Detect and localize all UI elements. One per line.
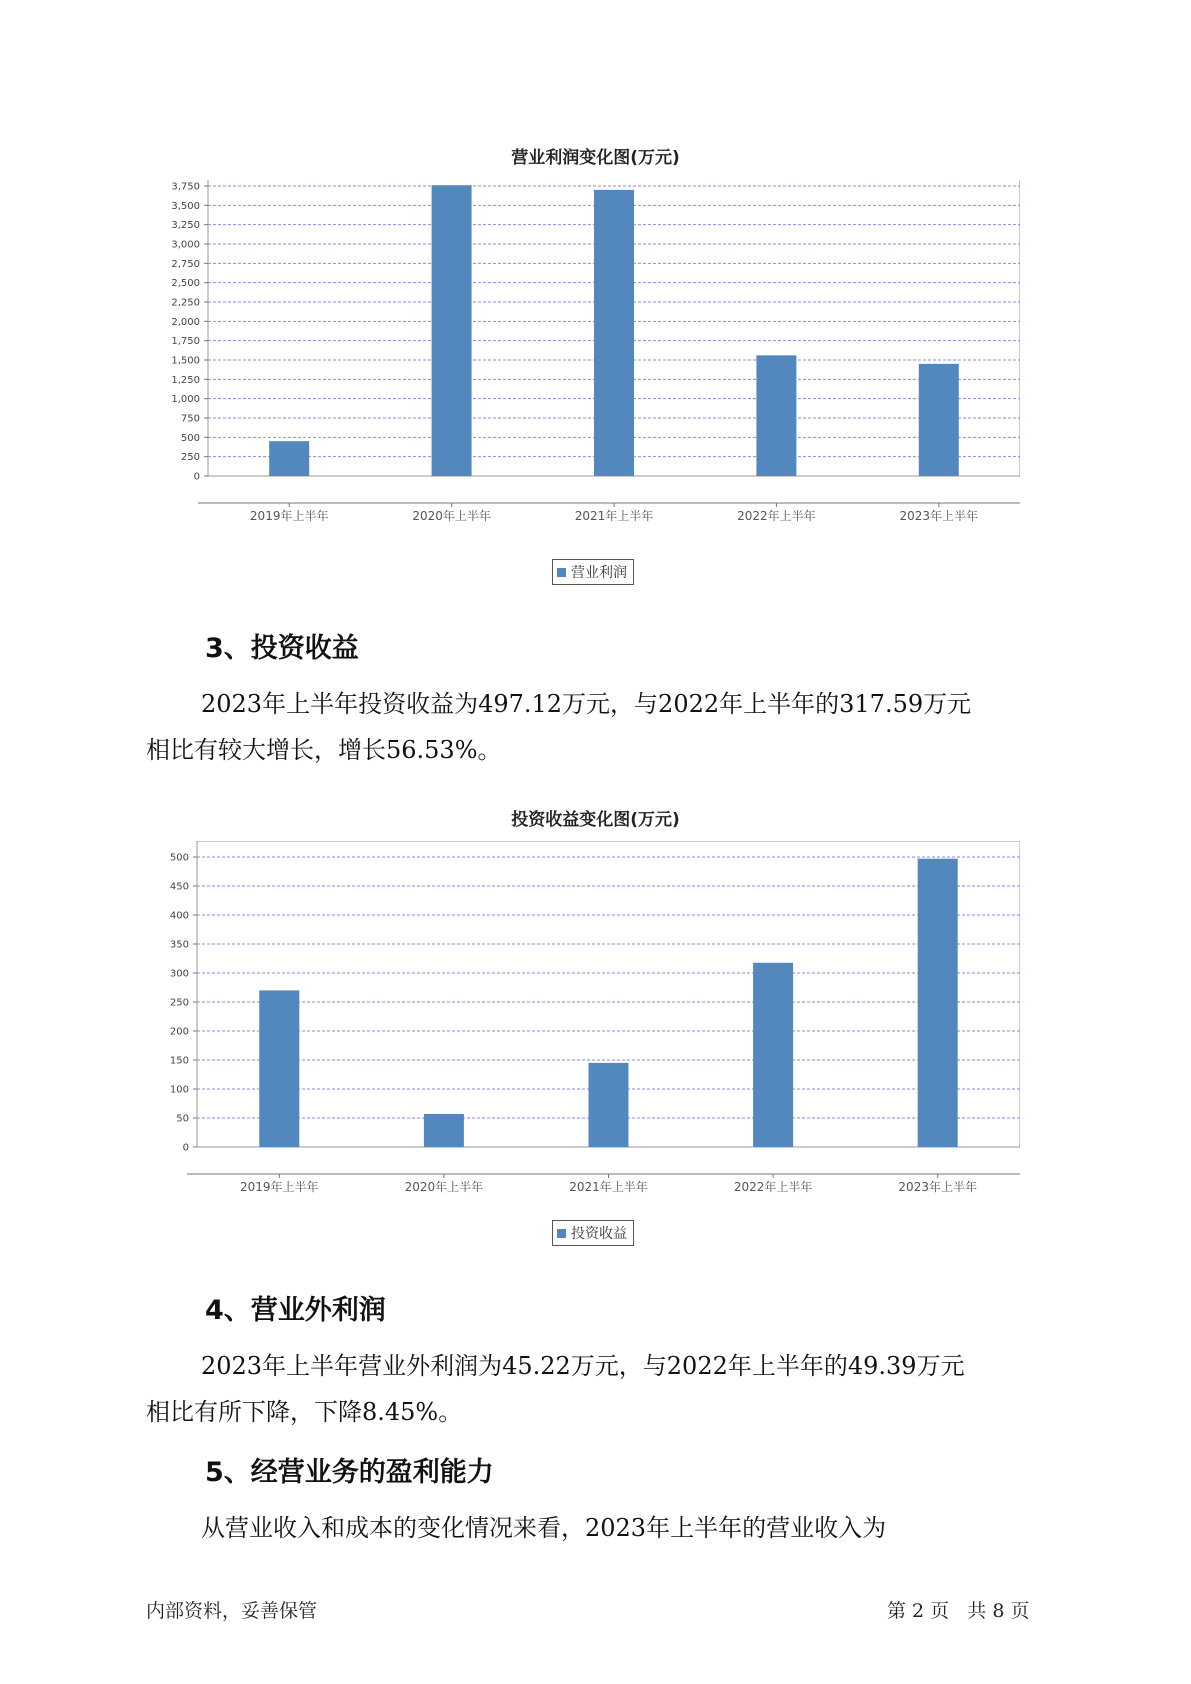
y-tick-label: 400	[169, 910, 189, 922]
y-tick-label: 3,500	[171, 200, 200, 212]
x-tick-label: 2022年上半年	[737, 509, 816, 523]
chart1-plot	[160, 180, 1020, 550]
y-tick-label: 350	[169, 939, 189, 951]
bar	[589, 1063, 629, 1147]
section-5-line-1: 从营业收入和成本的变化情况来看，2023年上半年的营业收入为	[201, 1514, 887, 1542]
chart1	[160, 180, 1020, 550]
y-tick-label: 50	[176, 1113, 189, 1125]
y-tick-label: 100	[169, 1084, 189, 1096]
section-4-line-2: 相比有所下降，下降8.45%。	[146, 1398, 463, 1426]
bar	[919, 364, 959, 476]
chart1-legend	[552, 559, 634, 585]
section-4-heading: 4、营业外利润	[205, 1295, 386, 1326]
y-tick-label: 750	[180, 413, 200, 425]
y-tick-label: 450	[169, 881, 189, 893]
bar	[424, 1114, 464, 1147]
chart1-title: 营业利润变化图(万元)	[511, 148, 680, 168]
y-tick-label: 500	[169, 852, 189, 864]
y-tick-label: 2,500	[171, 278, 200, 290]
y-tick-label: 2,000	[171, 316, 200, 328]
legend-swatch	[557, 1229, 566, 1238]
chart2	[160, 841, 1020, 1211]
section-3-paragraph	[146, 681, 1046, 773]
x-tick-label: 2021年上半年	[569, 1180, 648, 1194]
y-tick-label: 300	[169, 968, 189, 980]
chart1-legend-label: 营业利润	[571, 565, 627, 581]
y-tick-label: 3,000	[171, 239, 200, 251]
y-tick-label: 1,500	[171, 355, 200, 367]
y-tick-label: 2,750	[171, 258, 200, 270]
y-tick-label: 0	[182, 1142, 189, 1154]
x-tick-label: 2022年上半年	[733, 1180, 813, 1194]
bar	[753, 963, 793, 1147]
y-tick-label: 150	[169, 1055, 189, 1067]
x-tick-label: 2023年上半年	[899, 509, 979, 523]
x-tick-label: 2020年上半年	[404, 1180, 484, 1194]
section-3-line-2: 相比有较大增长，增长56.53%。	[146, 736, 502, 764]
x-tick-label: 2019年上半年	[240, 1180, 319, 1194]
chart2-legend-label: 投资收益	[571, 1226, 627, 1242]
chart2-title: 投资收益变化图(万元)	[511, 810, 680, 830]
bar	[594, 190, 634, 476]
y-tick-label: 500	[180, 432, 200, 444]
bar	[756, 355, 796, 476]
section-4-line-1: 2023年上半年营业外利润为45.22万元，与2022年上半年的49.39万元	[201, 1352, 965, 1380]
section-5-heading: 5、经营业务的盈利能力	[205, 1457, 494, 1488]
y-tick-label: 3,750	[171, 181, 200, 193]
legend-swatch	[557, 568, 566, 577]
x-tick-label: 2023年上半年	[898, 1180, 977, 1194]
chart2-plot	[160, 841, 1020, 1211]
section-4-paragraph	[146, 1343, 1046, 1435]
y-tick-label: 1,000	[171, 394, 200, 406]
bar	[269, 441, 309, 476]
y-tick-label: 1,750	[171, 336, 200, 348]
section-5-paragraph	[146, 1505, 1046, 1551]
footer-page-number: 第 2 页 共 8 页	[887, 1600, 1030, 1622]
y-tick-label: 200	[169, 1026, 189, 1038]
section-3-line-1: 2023年上半年投资收益为497.12万元，与2022年上半年的317.59万元	[201, 690, 972, 718]
y-tick-label: 0	[193, 471, 200, 483]
section-3-heading: 3、投资收益	[205, 633, 359, 664]
x-tick-label: 2020年上半年	[412, 509, 491, 523]
y-tick-label: 2,250	[171, 297, 200, 309]
bar	[432, 185, 472, 476]
chart2-legend	[552, 1220, 634, 1246]
bar	[918, 859, 958, 1147]
footer-left: 内部资料，妥善保管	[146, 1600, 318, 1622]
y-tick-label: 1,250	[171, 374, 200, 386]
x-tick-label: 2019年上半年	[249, 509, 329, 523]
y-tick-label: 250	[180, 452, 200, 464]
y-tick-label: 250	[169, 997, 189, 1009]
bar	[259, 990, 299, 1147]
y-tick-label: 3,250	[171, 220, 200, 232]
x-tick-label: 2021年上半年	[574, 509, 654, 523]
